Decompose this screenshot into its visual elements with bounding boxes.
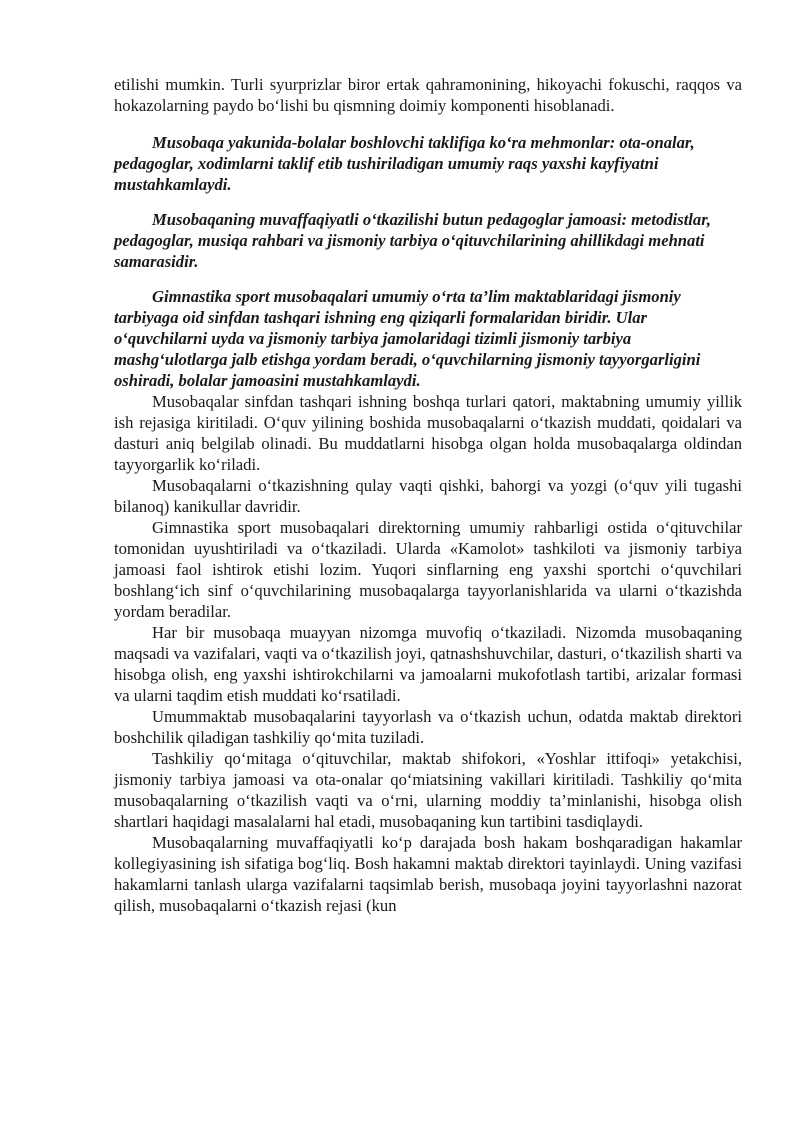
- paragraph-7: Gimnastika sport musobaqalari direktorning umumiy rahbarligi ostida o‘qituvchilar tomonidan uyushtiriladi va o‘tkaziladi. Ularda «Kamolot» tashkiloti va jismoniy tarbiya jamoasi faol ishtirok etishi lozim. Yuqori sinflarning eng yaxshi sportchi o‘quvchilari boshlang‘ich sinf o‘quvchilarining musobaqalarga tayyorlanishlarida va ularni o‘tkazishda yordam beradilar.: [114, 518, 742, 621]
- paragraph-9: Umummaktab musobaqalarini tayyorlash va o‘tkazish uchun, odatda maktab direktori boshchilik qiladigan tashkiliy qo‘mita tuziladi.: [114, 707, 742, 747]
- paragraph-10: Tashkiliy qo‘mitaga o‘qituvchilar, maktab shifokori, «Yoshlar ittifoqi» yetakchisi, jismoniy tarbiya jamoasi va ota-onalar qo‘miatsining vakillari kiritiladi. Tashkiliy qo‘mita musobaqalarning o‘tkazilish vaqti va o‘rni, ularning moddiy ta’minlanishi, hisobga olish shartlari haqidagi masalalarni hal etadi, musobaqaning kun tartibini tasdiqlaydi.: [114, 749, 742, 831]
- paragraph-1: etilishi mumkin. Turli syurprizlar biror ertak qahramonining, hikoyachi fokuschi, raqqos va hokazolarning paydo bo‘lishi bu qismning doimiy komponenti hisoblanadi.: [114, 75, 742, 115]
- paragraph-3-emphasis: Musobaqaning muvaffaqiyatli o‘tkazilishi butun pedagoglar jamoasi: metodistlar, pedagoglar, musiqa rahbari va jismoniy tarbiya o‘qituvchilarining ahillikdagi mehnati samarasidir.: [114, 210, 711, 271]
- paragraph-2-emphasis: Musobaqa yakunida-bolalar boshlovchi taklifiga ko‘ra mehmonlar: ota-onalar, pedagoglar, xodimlarni taklif etib tushiriladigan umumiy raqs yaxshi kayfiyatni mustahkamlaydi.: [114, 133, 695, 194]
- paragraph-4-emphasis: Gimnastika sport musobaqalari umumiy o‘rta ta’lim maktablaridagi jismoniy tarbiyaga oid sinfdan tashqari ishning eng qiziqarli formalaridan biridir. Ular o‘quvchilarni uyda va jismoniy tarbiya jamolaridagi tizimli jismoniy tarbiya mashg‘ulotlarga jalb etishga yordam beradi, o‘quvchilarning jismoniy tayyorgarligini oshiradi, bolalar jamoasini mustahkamlaydi.: [114, 287, 701, 390]
- paragraph-8: Har bir musobaqa muayyan nizomga muvofiq o‘tkaziladi. Nizomda musobaqaning maqsadi va vazifalari, vaqti va o‘tkazilish joyi, qatnashshuvchilar, dasturi, o‘tkazilish sharti va hisobga olish, eng yaxshi ishtirokchilarni va jamoalarni mukofotlash tartibi, arizalar formasi va ularni taqdim etish muddati ko‘rsatiladi.: [114, 623, 742, 705]
- paragraph-11: Musobaqalarning muvaffaqiyatli ko‘p darajada bosh hakam boshqaradigan hakamlar kollegiyasining ish sifatiga bog‘liq. Bosh hakamni maktab direktori tayinlaydi. Uning vazifasi hakamlarni tanlash ularga vazifalarni taqsimlab berish, musobaqa joyini tayyorlashni nazorat qilish, musobaqalarni o‘tkazish rejasi (kun: [114, 833, 742, 915]
- document-page: [114, 74, 742, 916]
- paragraph-5: Musobaqalar sinfdan tashqari ishning boshqa turlari qatori, maktabning umumiy yillik ish rejasiga kiritiladi. O‘quv yilining boshida musobaqalarni o‘tkazish muddati, qoidalari va dasturi aniq belgilab olinadi. Bu muddatlarni hisobga olgan holda musobaqalarga oldindan tayyorgarlik ko‘riladi.: [114, 392, 742, 474]
- paragraph-6: Musobaqalarni o‘tkazishning qulay vaqti qishki, bahorgi va yozgi (o‘quv yili tugashi bilanoq) kanikullar davridir.: [114, 476, 742, 516]
